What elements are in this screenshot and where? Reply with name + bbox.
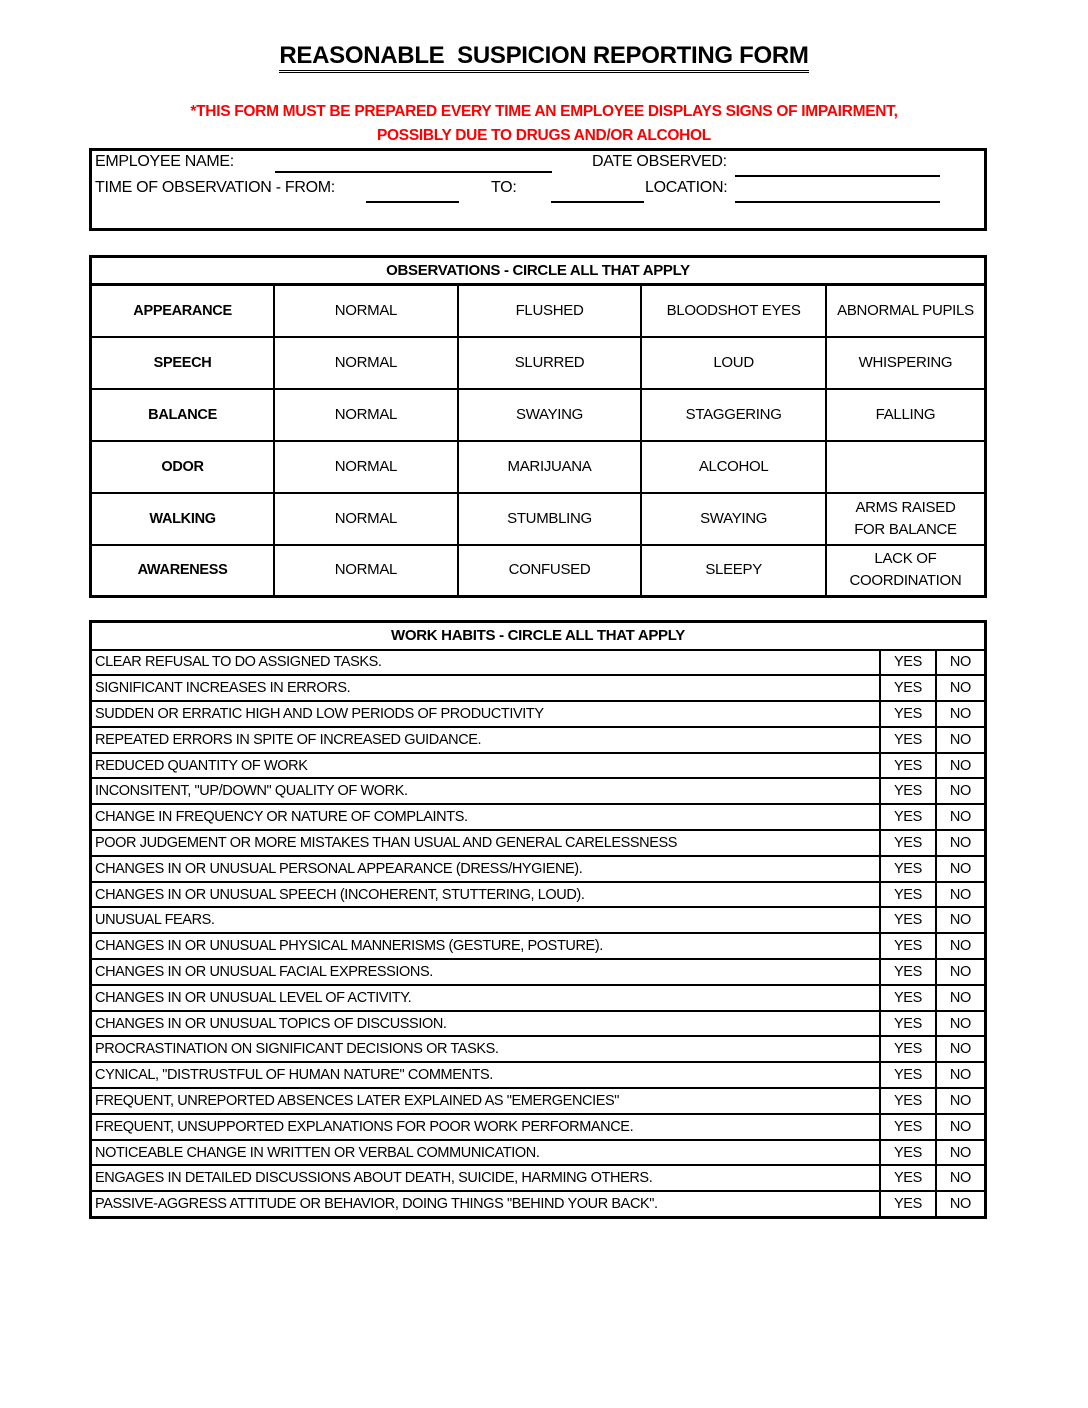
work-habit-row — [91, 1140, 986, 1166]
yes-option[interactable]: YES — [880, 778, 936, 804]
observations-table — [89, 255, 987, 598]
observation-row-appearance — [91, 285, 986, 337]
observation-category: WALKING — [91, 493, 275, 545]
no-option[interactable]: NO — [936, 1011, 986, 1037]
time-from-field[interactable] — [366, 201, 459, 203]
observation-row-speech — [91, 337, 986, 389]
observation-option[interactable]: SLURRED — [458, 337, 642, 389]
location-field[interactable] — [735, 201, 940, 203]
observation-category: AWARENESS — [91, 545, 275, 597]
observation-row-balance — [91, 389, 986, 441]
no-option[interactable]: NO — [936, 753, 986, 779]
no-option[interactable]: NO — [936, 650, 986, 676]
observation-category: APPEARANCE — [91, 285, 275, 337]
yes-option[interactable]: YES — [880, 1140, 936, 1166]
no-option[interactable]: NO — [936, 727, 986, 753]
work-habit-question: PROCRASTINATION ON SIGNIFICANT DECISIONS OR TASKS. — [91, 1036, 881, 1062]
observation-row-odor — [91, 441, 986, 493]
work-habit-row — [91, 753, 986, 779]
no-option[interactable]: NO — [936, 675, 986, 701]
observation-category: SPEECH — [91, 337, 275, 389]
work-habit-row — [91, 959, 986, 985]
observations-header: OBSERVATIONS - CIRCLE ALL THAT APPLY — [91, 257, 986, 285]
observation-option[interactable]: SLEEPY — [641, 545, 826, 597]
no-option[interactable]: NO — [936, 778, 986, 804]
work-habit-row — [91, 985, 986, 1011]
yes-option[interactable]: YES — [880, 933, 936, 959]
no-option[interactable]: NO — [936, 1165, 986, 1191]
work-habit-row — [91, 650, 986, 676]
no-option[interactable]: NO — [936, 830, 986, 856]
work-habits-header: WORK HABITS - CIRCLE ALL THAT APPLY — [91, 622, 986, 650]
no-option[interactable]: NO — [936, 1191, 986, 1217]
work-habit-row — [91, 1062, 986, 1088]
observation-category: BALANCE — [91, 389, 275, 441]
work-habit-question: CHANGES IN OR UNUSUAL LEVEL OF ACTIVITY. — [91, 985, 881, 1011]
yes-option[interactable]: YES — [880, 753, 936, 779]
employee-name-label: EMPLOYEE NAME: — [95, 153, 234, 170]
work-habit-row — [91, 1011, 986, 1037]
observation-option[interactable]: NORMAL — [274, 441, 458, 493]
time-to-label: TO: — [491, 179, 517, 196]
work-habit-question: SUDDEN OR ERRATIC HIGH AND LOW PERIODS OF PRODUCTIVITY — [91, 701, 881, 727]
no-option[interactable]: NO — [936, 882, 986, 908]
observation-row-awareness — [91, 545, 986, 597]
page-title — [0, 42, 1088, 70]
yes-option[interactable]: YES — [880, 727, 936, 753]
observation-option[interactable]: ABNORMAL PUPILS — [826, 285, 986, 337]
no-option[interactable]: NO — [936, 985, 986, 1011]
work-habit-question: POOR JUDGEMENT OR MORE MISTAKES THAN USUAL AND GENERAL CARELESSNESS — [91, 830, 881, 856]
work-habit-row — [91, 856, 986, 882]
employee-name-field[interactable] — [275, 171, 552, 173]
work-habit-row — [91, 1036, 986, 1062]
observation-option[interactable]: LACK OF COORDINATION — [826, 545, 986, 597]
observation-option[interactable]: NORMAL — [274, 493, 458, 545]
no-option[interactable]: NO — [936, 959, 986, 985]
yes-option[interactable]: YES — [880, 675, 936, 701]
no-option[interactable]: NO — [936, 856, 986, 882]
work-habit-question: REDUCED QUANTITY OF WORK — [91, 753, 881, 779]
work-habit-row — [91, 675, 986, 701]
work-habit-question: INCONSITENT, "UP/DOWN" QUALITY OF WORK. — [91, 778, 881, 804]
yes-option[interactable]: YES — [880, 701, 936, 727]
work-habit-row — [91, 1165, 986, 1191]
time-from-label: TIME OF OBSERVATION - FROM: — [95, 179, 335, 196]
yes-option[interactable]: YES — [880, 1036, 936, 1062]
work-habit-row — [91, 701, 986, 727]
yes-option[interactable]: YES — [880, 1011, 936, 1037]
observation-row-walking — [91, 493, 986, 545]
observation-option[interactable]: MARIJUANA — [458, 441, 642, 493]
work-habit-question: FREQUENT, UNSUPPORTED EXPLANATIONS FOR POOR WORK PERFORMANCE. — [91, 1114, 881, 1140]
yes-option[interactable]: YES — [880, 1165, 936, 1191]
observation-option[interactable]: CONFUSED — [458, 545, 642, 597]
observation-option[interactable]: ARMS RAISED FOR BALANCE — [826, 493, 986, 545]
notice-line-2: POSSIBLY DUE TO DRUGS AND/OR ALCOHOL — [377, 127, 711, 144]
observation-option[interactable]: NORMAL — [274, 285, 458, 337]
work-habit-question: PASSIVE-AGGRESS ATTITUDE OR BEHAVIOR, DOING THINGS "BEHIND YOUR BACK". — [91, 1191, 881, 1217]
work-habits-table — [89, 620, 987, 1219]
observation-option[interactable]: NORMAL — [274, 337, 458, 389]
no-option[interactable]: NO — [936, 804, 986, 830]
work-habit-row — [91, 882, 986, 908]
work-habit-row — [91, 907, 986, 933]
no-option[interactable]: NO — [936, 1140, 986, 1166]
yes-option[interactable]: YES — [880, 907, 936, 933]
work-habit-row — [91, 778, 986, 804]
observation-option[interactable]: FALLING — [826, 389, 986, 441]
yes-option[interactable]: YES — [880, 804, 936, 830]
work-habit-question: CHANGES IN OR UNUSUAL PERSONAL APPEARANCE (DRESS/HYGIENE). — [91, 856, 881, 882]
work-habit-row — [91, 1114, 986, 1140]
yes-option[interactable]: YES — [880, 856, 936, 882]
time-to-field[interactable] — [551, 201, 644, 203]
observation-option[interactable]: NORMAL — [274, 389, 458, 441]
no-option[interactable]: NO — [936, 701, 986, 727]
no-option[interactable]: NO — [936, 907, 986, 933]
work-habit-question: ENGAGES IN DETAILED DISCUSSIONS ABOUT DEATH, SUICIDE, HARMING OTHERS. — [91, 1165, 881, 1191]
yes-option[interactable]: YES — [880, 650, 936, 676]
work-habit-row — [91, 830, 986, 856]
form-notice — [0, 100, 1088, 148]
observation-option[interactable]: SWAYING — [458, 389, 642, 441]
yes-option[interactable]: YES — [880, 1191, 936, 1217]
observation-option[interactable]: ALCOHOL — [641, 441, 826, 493]
work-habit-question: CHANGES IN OR UNUSUAL FACIAL EXPRESSIONS. — [91, 959, 881, 985]
yes-option[interactable]: YES — [880, 1114, 936, 1140]
form-title: REASONABLE SUSPICION REPORTING FORM — [279, 42, 808, 73]
yes-option[interactable]: YES — [880, 830, 936, 856]
work-habit-question: FREQUENT, UNREPORTED ABSENCES LATER EXPLAINED AS "EMERGENCIES" — [91, 1088, 881, 1114]
observation-option[interactable]: STAGGERING — [641, 389, 826, 441]
work-habit-question: CHANGE IN FREQUENCY OR NATURE OF COMPLAINTS. — [91, 804, 881, 830]
observation-option[interactable]: LOUD — [641, 337, 826, 389]
no-option[interactable]: NO — [936, 1114, 986, 1140]
no-option[interactable]: NO — [936, 1062, 986, 1088]
work-habit-row — [91, 1191, 986, 1217]
work-habit-question: CHANGES IN OR UNUSUAL SPEECH (INCOHERENT, STUTTERING, LOUD). — [91, 882, 881, 908]
observation-option[interactable]: SWAYING — [641, 493, 826, 545]
work-habit-question: CLEAR REFUSAL TO DO ASSIGNED TASKS. — [91, 650, 881, 676]
work-habit-question: UNUSUAL FEARS. — [91, 907, 881, 933]
observation-option[interactable]: WHISPERING — [826, 337, 986, 389]
work-habit-row — [91, 804, 986, 830]
observation-option[interactable]: BLOODSHOT EYES — [641, 285, 826, 337]
observation-option[interactable]: NORMAL — [274, 545, 458, 597]
work-habit-row — [91, 727, 986, 753]
location-label: LOCATION: — [645, 179, 728, 196]
work-habit-question: CHANGES IN OR UNUSUAL TOPICS OF DISCUSSION. — [91, 1011, 881, 1037]
no-option[interactable]: NO — [936, 1036, 986, 1062]
yes-option[interactable]: YES — [880, 882, 936, 908]
work-habit-question: CHANGES IN OR UNUSUAL PHYSICAL MANNERISMS (GESTURE, POSTURE). — [91, 933, 881, 959]
date-observed-label: DATE OBSERVED: — [592, 153, 727, 170]
yes-option[interactable]: YES — [880, 959, 936, 985]
no-option[interactable]: NO — [936, 933, 986, 959]
observation-option-empty — [826, 441, 986, 493]
work-habit-question: REPEATED ERRORS IN SPITE OF INCREASED GUIDANCE. — [91, 727, 881, 753]
date-observed-field[interactable] — [735, 175, 940, 177]
work-habit-question: NOTICEABLE CHANGE IN WRITTEN OR VERBAL COMMUNICATION. — [91, 1140, 881, 1166]
observation-category: ODOR — [91, 441, 275, 493]
work-habit-row — [91, 1088, 986, 1114]
observation-option[interactable]: STUMBLING — [458, 493, 642, 545]
no-option[interactable]: NO — [936, 1088, 986, 1114]
work-habit-row — [91, 933, 986, 959]
yes-option[interactable]: YES — [880, 985, 936, 1011]
employee-info-box — [89, 148, 987, 231]
observation-option[interactable]: FLUSHED — [458, 285, 642, 337]
yes-option[interactable]: YES — [880, 1062, 936, 1088]
yes-option[interactable]: YES — [880, 1088, 936, 1114]
work-habit-question: CYNICAL, "DISTRUSTFUL OF HUMAN NATURE" COMMENTS. — [91, 1062, 881, 1088]
notice-line-1: *THIS FORM MUST BE PREPARED EVERY TIME AN EMPLOYEE DISPLAYS SIGNS OF IMPAIRMENT, — [190, 103, 898, 120]
work-habit-question: SIGNIFICANT INCREASES IN ERRORS. — [91, 675, 881, 701]
